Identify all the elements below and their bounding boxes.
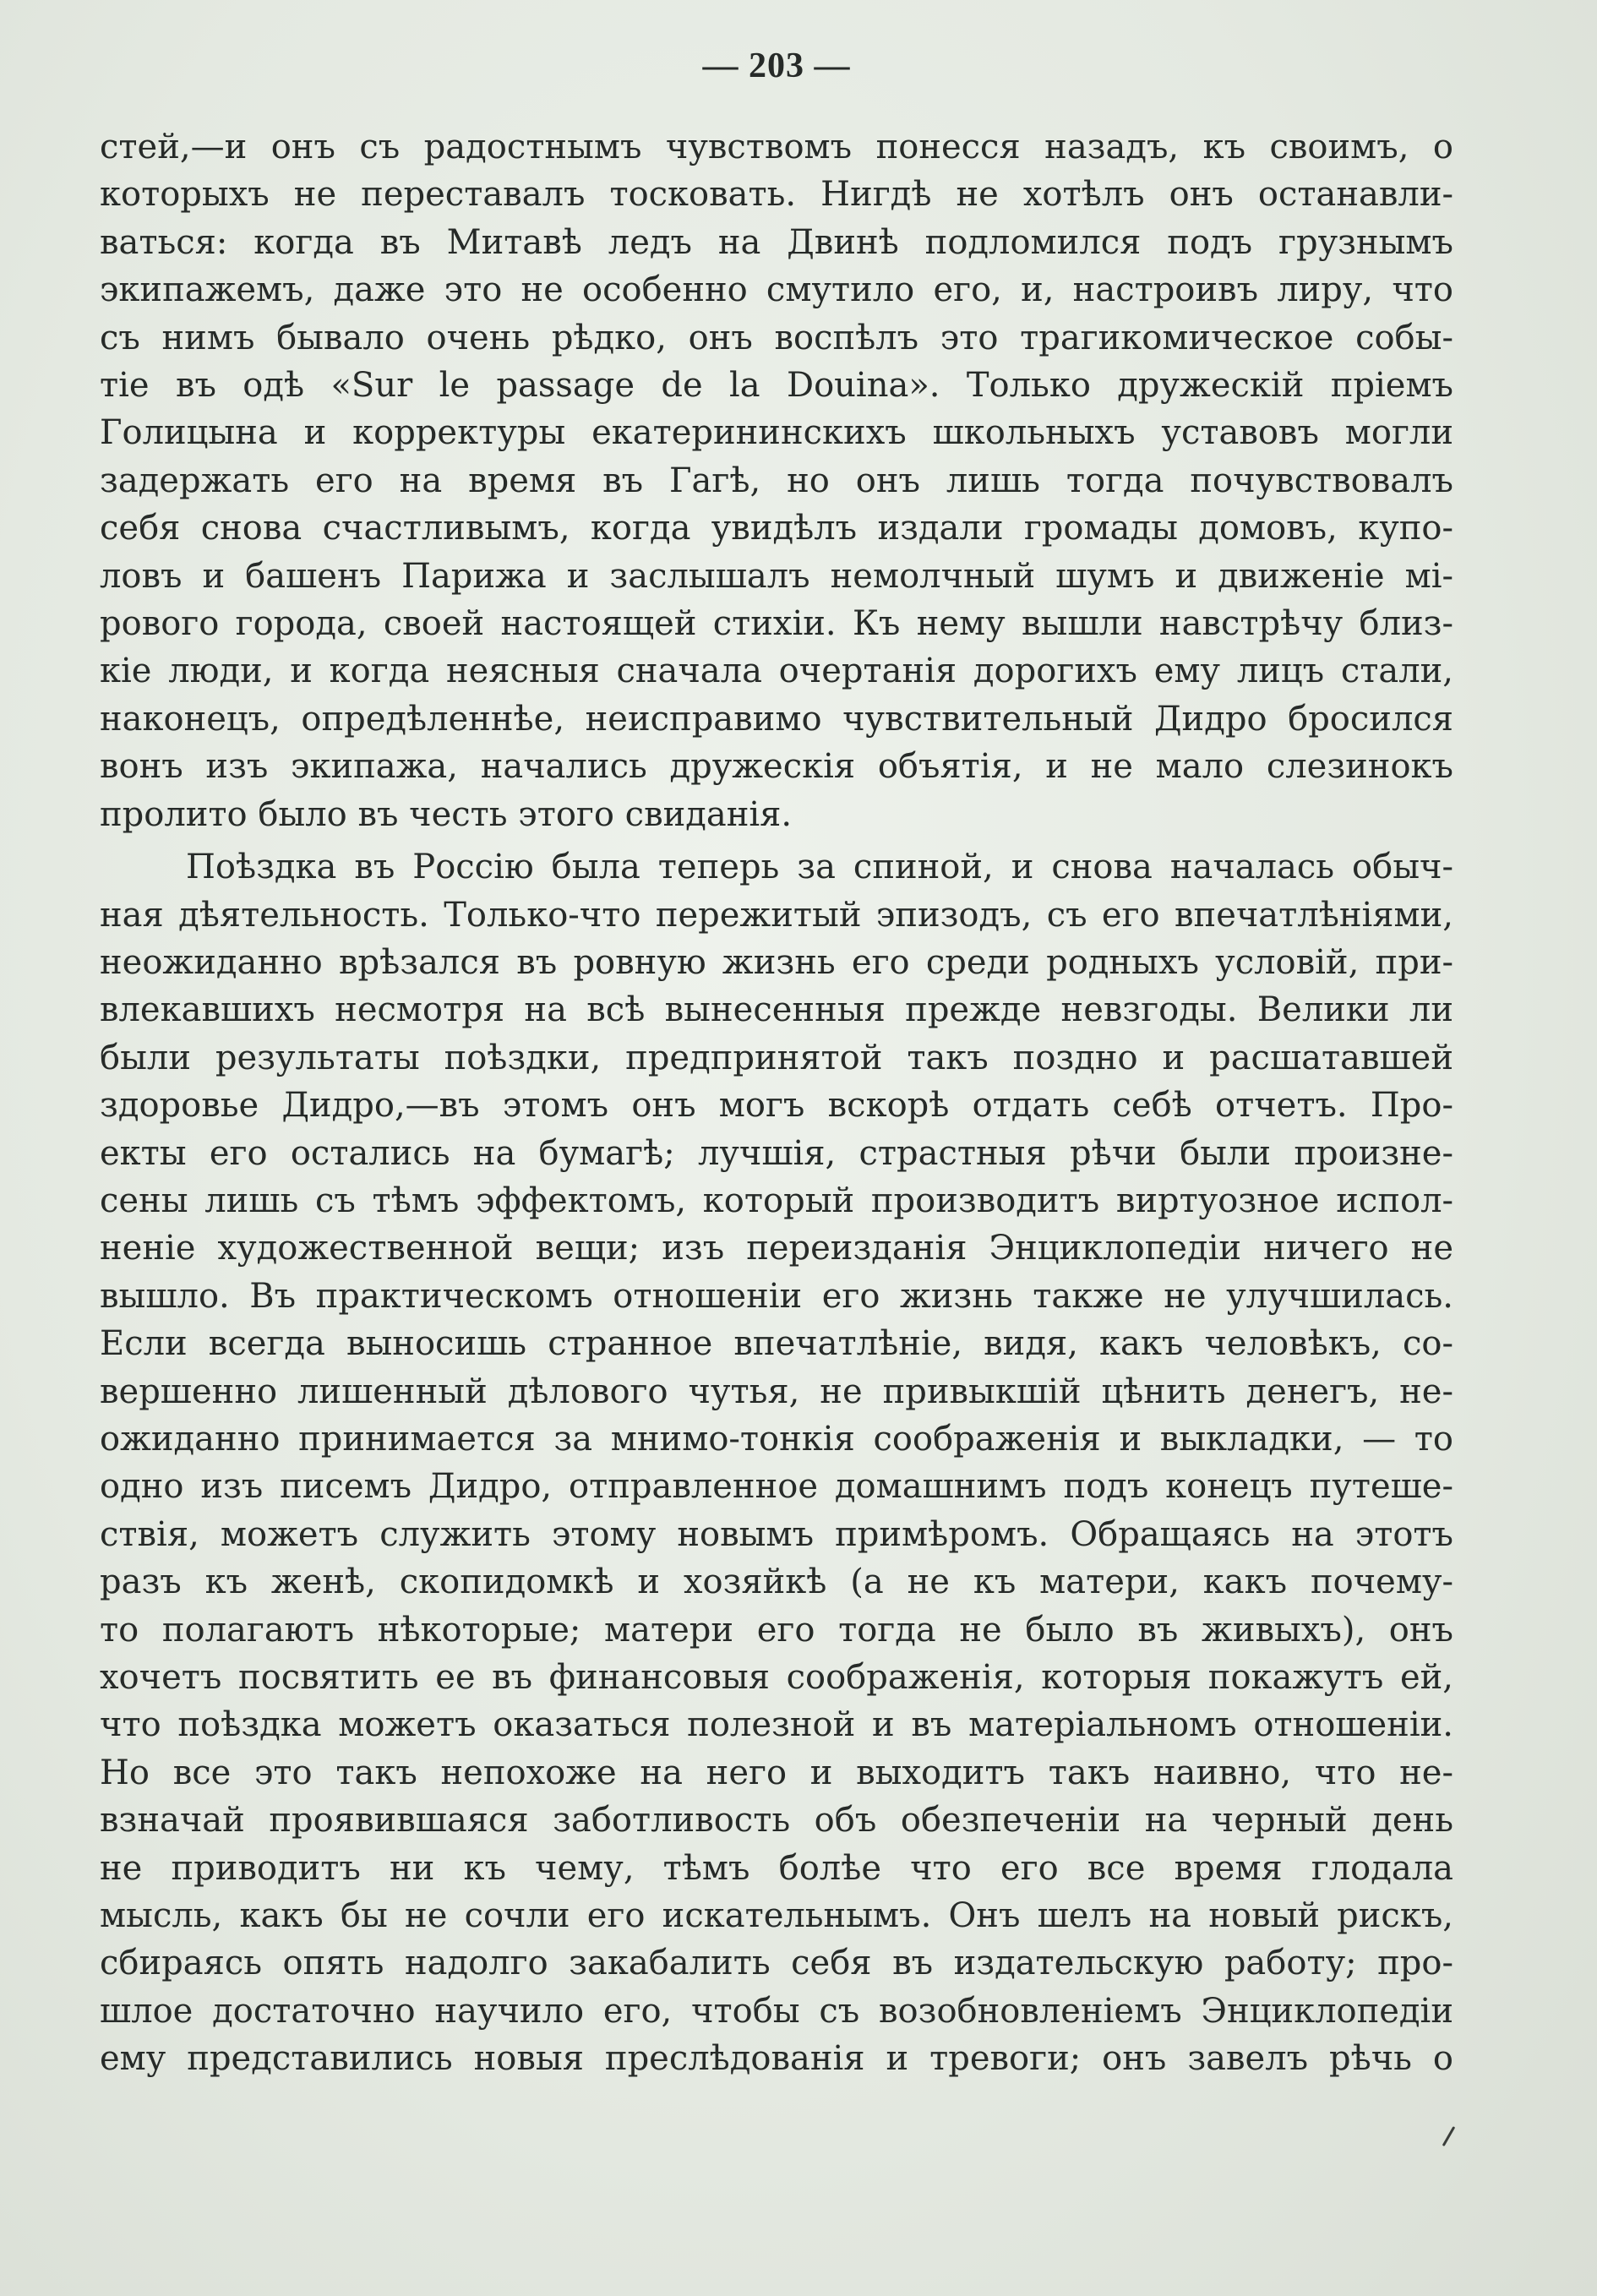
page-number: — 203 — [702,46,851,85]
text-line: не приводитъ ни къ чему, тѣмъ болѣе что его все время глодала [100,1848,1453,1888]
text-line: пролито было въ честь этого свиданія. [100,794,793,834]
text-line: сены лишь съ тѣмъ эффектомъ, который производитъ виртуозное испол- [100,1181,1453,1220]
text-line: разъ къ женѣ, скопидомкѣ и хозяйкѣ (а не къ матери, какъ почему- [100,1562,1453,1602]
text-line: тіе въ одѣ «Sur le passage de la Douina». Только дружескій пріемъ [100,366,1453,406]
text-line: экипажемъ, даже это не особенно смутило его, и, настроивъ лиру, что [100,270,1453,310]
text-line: себя снова счастливымъ, когда увидѣлъ издали громады домовъ, купо- [100,509,1453,548]
text-line: ная дѣятельность. Только-что пережитый эпизодъ, съ его впечатлѣніями, [100,895,1453,935]
text-line: сбираясь опять надолго закабалить себя въ издательскую работу; про- [100,1944,1453,1983]
text-line: одно изъ писемъ Дидро, отправленное домашнимъ подъ конецъ путеше- [100,1467,1453,1507]
paragraph-2 [100,843,1453,2083]
text-line: были результаты поѣздки, предпринятой такъ поздно и расшатавшей [100,1038,1453,1077]
text-line: хочетъ посвятить ее въ финансовыя соображенія, которыя покажутъ ей, [100,1658,1453,1697]
text-line: ваться: когда въ Митавѣ ледъ на Двинѣ подломился подъ грузнымъ [100,222,1453,262]
text-line: ему представились новыя преслѣдованія и тревоги; онъ завелъ рѣчь о [100,2039,1453,2079]
text-line: рового города, своей настоящей стихіи. Къ нему вышли навстрѣчу близ- [100,604,1453,644]
text-line: вонъ изъ экипажа, начались дружескія объятія, и не мало слезинокъ [100,747,1453,787]
text-line: что поѣздка можетъ оказаться полезной и въ матеріальномъ отношеніи. [100,1705,1453,1745]
text-line: здоровье Дидро,—въ этомъ онъ могъ вскорѣ отдать себѣ отчетъ. Про- [100,1086,1453,1126]
text-line: стей,—и онъ съ радостнымъ чувствомъ понесся назадъ, къ своимъ, о [100,128,1453,166]
text-line: Если всегда выносишь странное впечатлѣніе, видя, какъ человѣкъ, со- [100,1324,1453,1364]
text-line: неожиданно врѣзался въ ровную жизнь его среди родныхъ условій, при- [100,942,1453,982]
text-line: ствія, можетъ служить этому новымъ примѣромъ. Обращаясь на этотъ [100,1514,1453,1554]
text-line: наконецъ, опредѣленнѣе, неисправимо чувствительный Дидро бросился [100,699,1453,739]
text-line: то полагаютъ нѣкоторые; матери его тогда не было въ живыхъ), онъ [100,1610,1453,1650]
text-line: екты его остались на бумагѣ; лучшія, страстныя рѣчи были произне- [100,1133,1453,1173]
text-line: вершенно лишенный дѣлового чутья, не привыкшій цѣнить денегъ, не- [100,1372,1453,1411]
text-line: которыхъ не переставалъ тосковать. Нигдѣ не хотѣлъ онъ останавли- [100,175,1453,215]
text-line: задержать его на время въ Гагѣ, но онъ лишь тогда почувствовалъ [100,461,1453,500]
ink-mark [1442,2126,1456,2146]
text-line: мысль, какъ бы не сочли его искательнымъ. Онъ шелъ на новый рискъ, [100,1896,1453,1936]
text-line: влекавшихъ несмотря на всѣ вынесенныя прежде невзгоды. Велики ли [100,990,1453,1030]
text-line: ожиданно принимается за мнимо-тонкія соображенія и выкладки, — то [100,1419,1453,1459]
text-line: Но все это такъ непохоже на него и выходитъ такъ наивно, что не- [100,1753,1453,1792]
text-line: съ нимъ бывало очень рѣдко, онъ воспѣлъ это трагикомическое собы- [100,318,1453,357]
text-line: Голицына и корректуры екатерининскихъ школьныхъ уставовъ могли [100,413,1453,453]
text-line: взначай проявившаяся заботливость объ обезпеченіи на черный день [100,1801,1453,1841]
text-line: шлое достаточно научило его, чтобы съ возобновленіемъ Энциклопедіи [100,1991,1453,2031]
text-line: вышло. Въ практическомъ отношеніи его жизнь также не улучшилась. [100,1276,1453,1316]
text-line: ловъ и башенъ Парижа и заслышалъ немолчный шумъ и движеніе мі- [100,556,1453,596]
text-line: неніе художественной вещи; изъ переизданія Энциклопедіи ничего не [100,1229,1453,1268]
text-line: кіе люди, и когда неясныя сначала очертанія дорогихъ ему лицъ стали, [100,652,1453,691]
paragraph-1 [100,123,1453,838]
text-line: Поѣздка въ Россію была теперь за спиной, и снова началась обыч- [186,848,1453,887]
